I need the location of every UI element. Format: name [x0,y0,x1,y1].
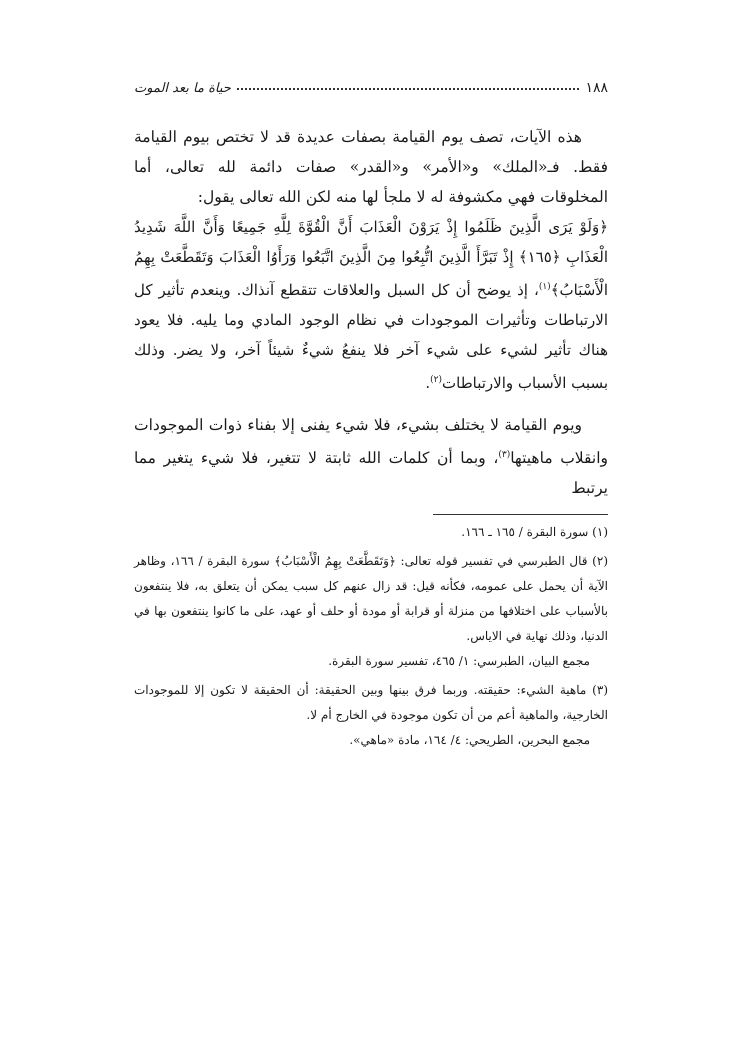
footnote-divider [433,514,608,515]
quran-verse: ﴿وَلَوْ يَرَى الَّذِينَ ظَلَمُوا إِذْ يَرَوْنَ الْعَذَابَ أَنَّ الْقُوَّةَ لِلَّهِ جَمِيعًا وَأَنَّ اللَّهَ شَدِيدُ الْعَذَابِ ﴿١٦٥﴾ إِذْ تَبَرَّأَ الَّذِينَ اتُّبِعُوا مِنَ الَّذِينَ اتَّبَعُوا وَرَأَوُا الْعَذَابَ وَتَقَطَّعَتْ بِهِمُ الْأَسْبَابُ﴾$^{(١)}$، إذ يوضح أن كل السبل والعلاقات تتقطع آنذاك. وينعدم تأثير كل الارتباطات وتأثيرات الموجودات في نظام الوجود المادي وما يليه. فلا يعود هناك تأثير لشيء على شيء آخر فلا ينفعُ شيءٌ شيئاً آخر، ولا يضر. وذلك بسبب الأسباب والارتباطات$^{(٢)}$. [134,218,608,392]
footnote-ref-2[interactable]: (٢) [430,375,443,385]
paragraph-3: ويوم القيامة لا يختلف بشيء، فلا شيء يفنى إلا بفناء ذوات الموجودات وانقلاب ماهيتها$^{(٣)}$، وبما أن كلمات الله ثابتة لا تتغير، فلا شيء يتغير مما يرتبط [134,416,608,498]
footnote-3 [134,678,608,753]
footnote-3-label: (٣) [592,683,608,697]
footnote-3-source: مجمع البحرين، الطريحي: ٤/ ١٦٤، مادة «ماهي». [349,733,590,747]
footnote-2-source: مجمع البيان، الطبرسي: ١/ ٤٦٥، تفسير سورة البقرة. [328,654,590,668]
footnote-2-text: قال الطبرسي في تفسير قوله تعالى: ﴿وَتَقَطَّعَتْ بِهِمُ الْأَسْبَابُ﴾ سورة البقرة / ١٦٦، وظاهر الآية أن يحمل على عمومه، فكأنه قيل: قد زال عنهم كل سبب يمكن أن يتعلق به، فلا ينتفعون بالأسباب على اختلافها من منزلة أو قرابة أو مودة أو حلف أو عهد، على ما كانوا ينتفعون بها في الدنيا، وذلك نهاية في الاياس. [134,554,608,643]
book-title: حياة ما بعد الموت [134,81,231,96]
verse-text: ﴿وَلَوْ يَرَى الَّذِينَ ظَلَمُوا إِذْ يَرَوْنَ الْعَذَابَ أَنَّ الْقُوَّةَ لِلَّهِ جَمِيعًا وَأَنَّ اللَّهَ شَدِيدُ الْعَذَابِ ﴿١٦٥﴾ إِذْ تَبَرَّأَ الَّذِينَ اتُّبِعُوا مِنَ الَّذِينَ اتَّبَعُوا وَرَأَوُا الْعَذَابَ وَتَقَطَّعَتْ بِهِمُ الْأَسْبَابُ﴾ [134,218,608,299]
paragraph-1: هذه الآيات، تصف يوم القيامة بصفات عديدة قد لا تختص بيوم القيامة فقط. فـ«الملك» و«الأمر» و«القدر» صفات دائمة لله تعالى، أما المخلوقات فهي مكشوفة له لا ملجأ لها منه لكن الله تعالى يقول: [134,128,608,206]
footnote-ref-1[interactable]: (١) [538,282,551,292]
running-header [134,72,608,96]
paragraph-2: ، إذ يوضح أن كل السبل والعلاقات تتقطع آنذاك. وينعدم تأثير كل الارتباطات وتأثيرات الموجودات في نظام الوجود المادي وما يليه. فلا يعود هناك تأثير لشيء على شيء آخر فلا ينفعُ شيءٌ شيئاً آخر، ولا يضر. وذلك بسبب الأسباب والارتباطات [134,281,608,392]
main-text [134,122,608,503]
footnote-ref-3[interactable]: (٣) [498,450,511,460]
header-dot-leader [237,88,580,90]
page-number: ١٨٨ [585,80,608,96]
footnote-2 [134,549,608,674]
footnote-3-text: ماهية الشيء: حقيقته. وربما فرق بينها وبين الحقيقة: أن الحقيقة لا تكون إلا للموجودات الخارجية، والماهية أعم من أن تكون موجودة في الخارج أم لا. [134,683,608,722]
footnotes [134,520,608,757]
footnote-2-label: (٢) [592,554,608,568]
footnote-1: (١) سورة البقرة / ١٦٥ ـ ١٦٦. [461,525,608,539]
